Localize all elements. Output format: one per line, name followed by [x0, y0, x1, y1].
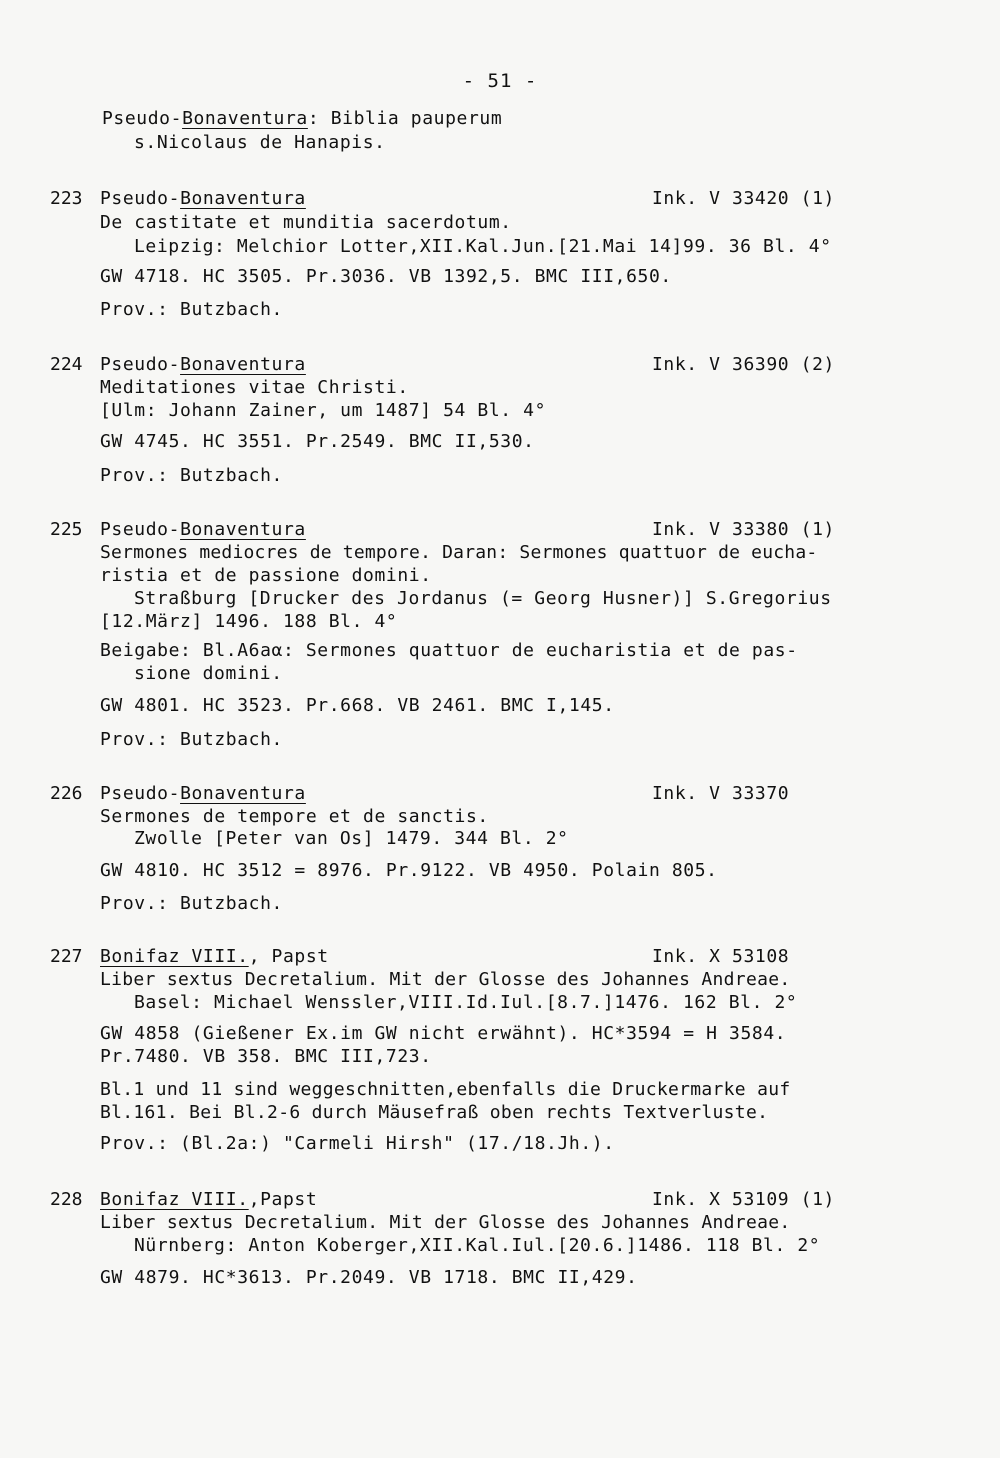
author-suffix: , Papst — [248, 946, 329, 967]
shelfmark: Ink. V 33420 (1) — [652, 188, 835, 209]
author-name: Bonaventura — [180, 354, 306, 375]
author-prefix: Pseudo- — [100, 354, 181, 375]
entry-provenance: Prov.: Butzbach. — [100, 893, 283, 914]
entry-imprint-cont: [12.März] 1496. 188 Bl. 4° — [100, 611, 398, 632]
author-prefix: Pseudo- — [100, 783, 181, 804]
entry-number: 224 — [50, 354, 83, 375]
entry-refs: GW 4718. HC 3505. Pr.3036. VB 1392,5. BMC III,650. — [100, 266, 672, 287]
entry-refs: GW 4858 (Gießener Ex.im GW nicht erwähnt). HC*3594 = H 3584. — [100, 1023, 787, 1044]
entry-refs: GW 4801. HC 3523. Pr.668. VB 2461. BMC I,145. — [100, 695, 615, 716]
entry-imprint: Nürnberg: Anton Koberger,XII.Kal.Iul.[20.6.]1486. 118 Bl. 2° — [134, 1235, 821, 1256]
shelfmark: Ink. V 36390 (2) — [652, 354, 835, 375]
author-prefix: Pseudo- — [100, 188, 181, 209]
shelfmark: Ink. X 53108 — [652, 946, 790, 967]
entry-refs-cont: Pr.7480. VB 358. BMC III,723. — [100, 1046, 432, 1067]
entry-author — [100, 946, 329, 967]
author-prefix: Pseudo- — [100, 519, 181, 540]
page-number: - 51 - — [462, 70, 538, 92]
header-line-2: s.Nicolaus de Hanapis. — [134, 132, 386, 153]
entry-provenance: Prov.: Butzbach. — [100, 465, 283, 486]
shelfmark: Ink. V 33370 — [652, 783, 790, 804]
entry-imprint: Basel: Michael Wenssler,VIII.Id.Iul.[8.7.]1476. 162 Bl. 2° — [134, 992, 798, 1013]
entry-imprint: Leipzig: Melchior Lotter,XII.Kal.Jun.[21.Mai 14]99. 36 Bl. 4° — [134, 236, 832, 257]
entry-imprint: [Ulm: Johann Zainer, um 1487] 54 Bl. 4° — [100, 400, 547, 421]
entry-refs: GW 4745. HC 3551. Pr.2549. BMC II,530. — [100, 431, 535, 452]
entry-number: 223 — [50, 188, 83, 209]
entry-number: 226 — [50, 783, 83, 804]
author-name: Bonaventura — [180, 519, 306, 540]
author-name: Bonifaz VIII. — [100, 1189, 249, 1210]
shelfmark: Ink. X 53109 (1) — [652, 1189, 835, 1210]
entry-author — [100, 354, 306, 375]
entry-imprint: Straßburg [Drucker des Jordanus (= Georg Husner)] S.Gregorius — [134, 588, 832, 609]
entry-refs: GW 4879. HC*3613. Pr.2049. VB 1718. BMC II,429. — [100, 1267, 638, 1288]
entry-imprint: Zwolle [Peter van Os] 1479. 344 Bl. 2° — [134, 828, 569, 849]
entry-title-cont: ristia et de passione domini. — [100, 565, 432, 586]
entry-note-cont: Bl.161. Bei Bl.2-6 durch Mäusefraß oben rechts Textverluste. — [100, 1102, 769, 1123]
header-line-1 — [102, 108, 502, 129]
entry-title: Meditationes vitae Christi. — [100, 377, 409, 398]
entry-author — [100, 519, 306, 540]
entry-provenance: Prov.: (Bl.2a:) "Carmeli Hirsh" (17./18.Jh.). — [100, 1133, 615, 1154]
author-suffix: ,Papst — [248, 1189, 318, 1210]
shelfmark: Ink. V 33380 (1) — [652, 519, 835, 540]
entry-note: Bl.1 und 11 sind weggeschnitten,ebenfalls die Druckermarke auf — [100, 1079, 791, 1100]
entry-number: 228 — [50, 1189, 83, 1210]
entry-number: 225 — [50, 519, 83, 540]
entry-refs: GW 4810. HC 3512 = 8976. Pr.9122. VB 4950. Polain 805. — [100, 860, 718, 881]
entry-title: Liber sextus Decretalium. Mit der Glosse des Johannes Andreae. — [100, 969, 791, 990]
header-name: Bonaventura — [182, 108, 308, 129]
entry-title: Sermones de tempore et de sanctis. — [100, 806, 489, 827]
author-name: Bonaventura — [180, 188, 306, 209]
header-prefix: Pseudo- — [102, 108, 183, 129]
entry-beigabe: Beigabe: Bl.A6aα: Sermones quattuor de eucharistia et de pas- — [100, 640, 798, 661]
entry-provenance: Prov.: Butzbach. — [100, 729, 283, 750]
author-name: Bonaventura — [180, 783, 306, 804]
entry-author — [100, 188, 306, 209]
entry-number: 227 — [50, 946, 83, 967]
entry-author — [100, 1189, 317, 1210]
entry-provenance: Prov.: Butzbach. — [100, 299, 283, 320]
author-name: Bonifaz VIII. — [100, 946, 249, 967]
entry-title: Sermones mediocres de tempore. Daran: Sermones quattuor de eucha- — [100, 542, 818, 563]
entry-author — [100, 783, 306, 804]
entry-beigabe-cont: sione domini. — [134, 663, 283, 684]
entry-title: Liber sextus Decretalium. Mit der Glosse des Johannes Andreae. — [100, 1212, 791, 1233]
entry-title: De castitate et munditia sacerdotum. — [100, 212, 512, 233]
header-rest: : Biblia pauperum — [307, 108, 503, 129]
